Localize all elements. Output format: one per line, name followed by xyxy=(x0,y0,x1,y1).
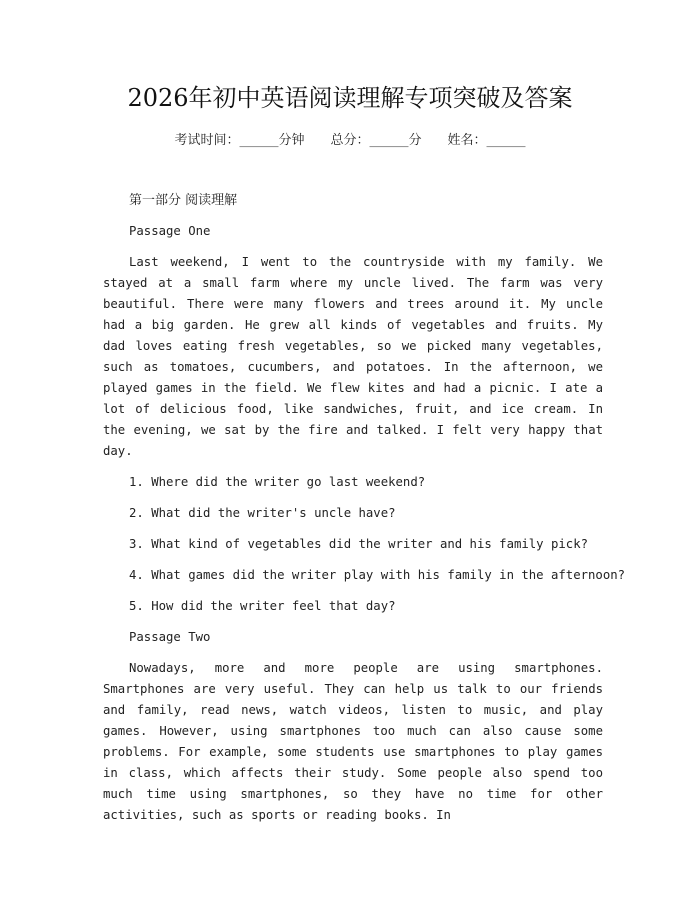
question-1: 1. Where did the writer go last weekend? xyxy=(129,475,426,489)
question-3: 3. What kind of vegetables did the writer and his family pick? xyxy=(129,537,589,551)
document-title: 2026年初中英语阅读理解专项突破及答案 xyxy=(127,84,573,112)
score-unit: 分 xyxy=(408,133,422,148)
name-blank: ______ xyxy=(486,133,526,148)
passage-one-text: Last weekend, I went to the countryside with my family. We stayed at a small farm where my uncle lived. The farm was very beautiful. There were many flowers and trees around it. My uncle had a big garden. He grew all kinds of vegetables and fruits. My dad loves eating fresh vegetables, so we picked many vegetables, such as tomatoes, cucumbers, and potatoes. In the afternoon, we played games in the field. We flew kites and had a picnic. I ate a lot of delicious food, like sandwiches, fruit, and ice cream. In the evening, we sat by the fire and talked. I felt very happy that day. xyxy=(103,255,603,458)
document-body xyxy=(103,190,626,836)
time-blank: ______ xyxy=(239,133,279,148)
question-5: 5. How did the writer feel that day? xyxy=(129,599,396,613)
score-label: 总分： xyxy=(330,133,370,148)
passage-two-text: Nowadays, more and more people are using smartphones. Smartphones are very useful. They can help us talk to our friends and family, read news, watch videos, listen to music, and play games. However, using smartphones too much can also cause some problems. For example, some students use smartphones to play games in class, which affects their study. Some people also spend too much time using smartphones, so they have no time for other activities, such as sports or reading books. In xyxy=(103,661,603,822)
exam-info-line xyxy=(0,131,700,151)
question-2: 2. What did the writer's uncle have? xyxy=(129,506,396,520)
question-4: 4. What games did the writer play with his family in the afternoon? xyxy=(129,568,626,582)
passage-one-heading: Passage One xyxy=(129,224,211,238)
name-label: 姓名： xyxy=(447,133,487,148)
section-heading: 第一部分 阅读理解 xyxy=(129,193,238,208)
time-unit: 分钟 xyxy=(278,133,305,148)
time-label: 考试时间： xyxy=(174,133,240,148)
passage-two-heading: Passage Two xyxy=(129,630,211,644)
score-blank: ______ xyxy=(369,133,409,148)
